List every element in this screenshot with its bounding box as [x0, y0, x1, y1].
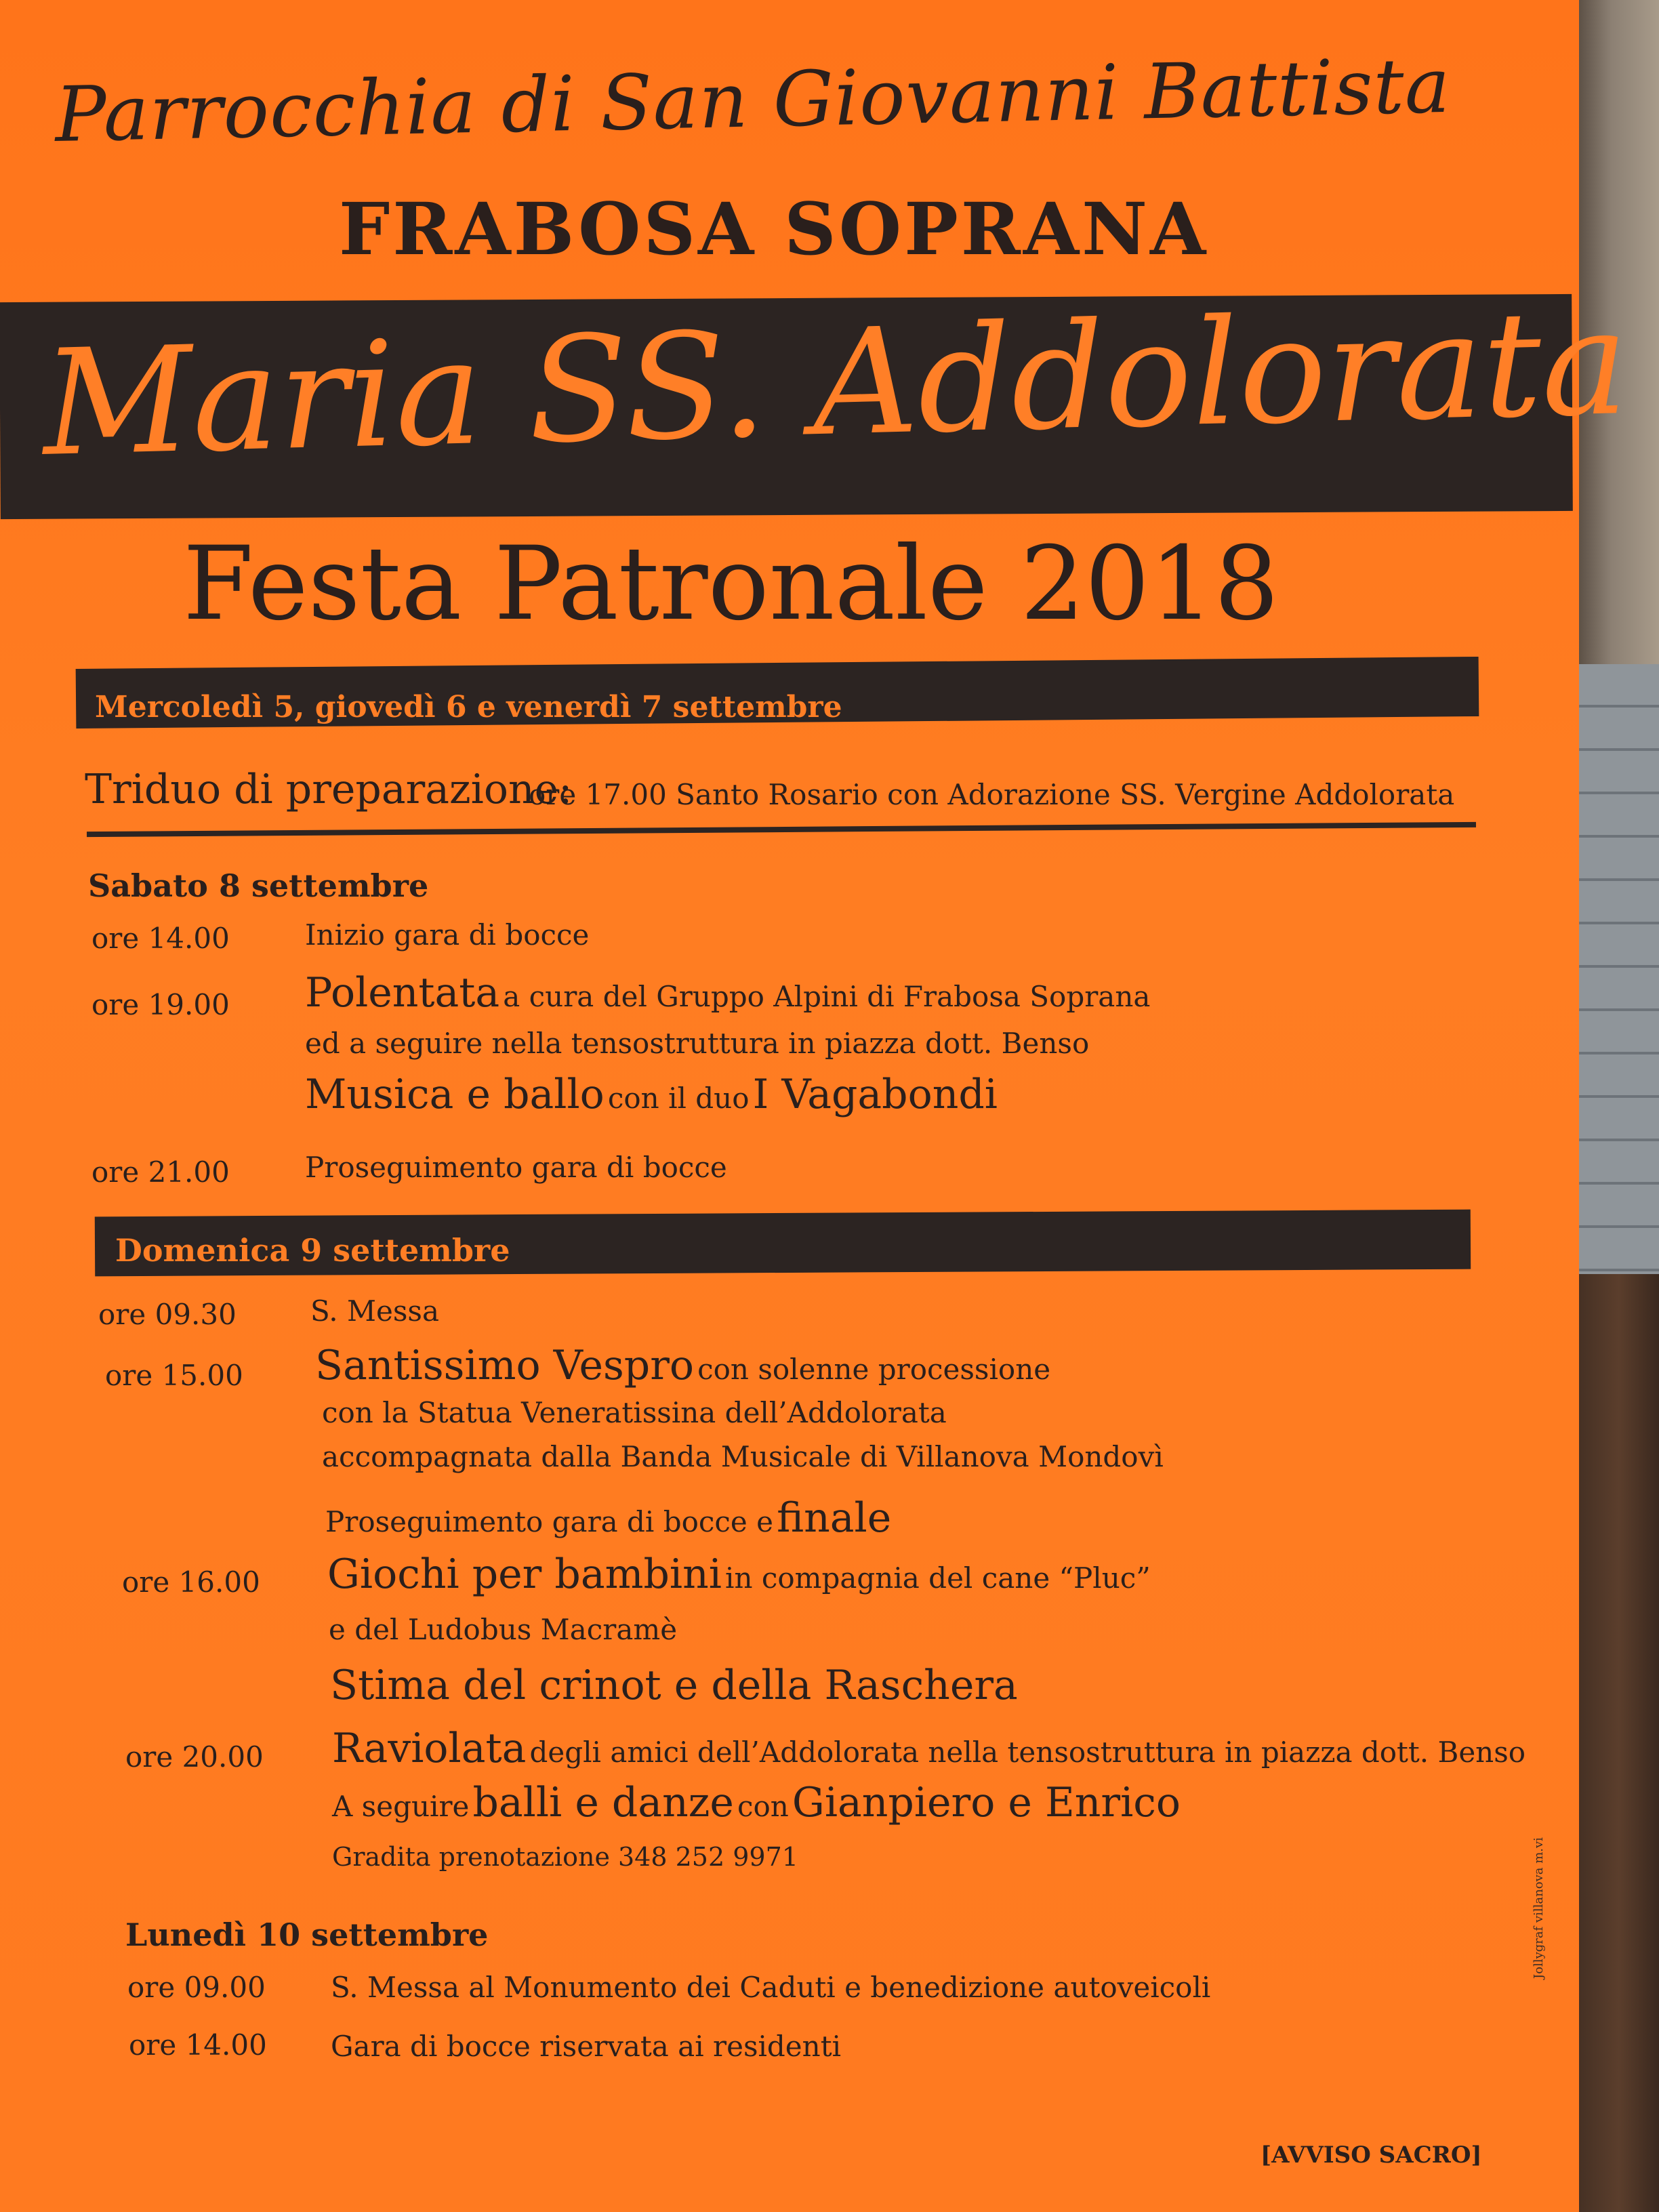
time-label: ore 14.00 — [91, 922, 230, 955]
event-text: Proseguimento gara di bocce e — [325, 1505, 773, 1538]
event-text: ed a seguire nella tensostruttura in piazza dott. Benso — [305, 1027, 1090, 1060]
printer-credit: Jollygraf villanova m.vi — [1532, 1837, 1546, 1979]
triduo-title: Triduo di preparazione: — [85, 766, 573, 813]
event-highlight: balli e danze — [472, 1779, 734, 1826]
event-line — [325, 1494, 891, 1542]
event-line — [305, 1071, 998, 1118]
time-label: ore 09.00 — [127, 1971, 266, 2004]
triduo-days: Mercoledì 5, giovedì 6 e venerdì 7 settembre — [95, 690, 842, 724]
day-heading-domenica: Domenica 9 settembre — [115, 1232, 510, 1269]
event-text: in compagnia del cane “Pluc” — [725, 1561, 1151, 1595]
time-label: ore 14.00 — [129, 2028, 267, 2062]
event-text: con solenne processione — [697, 1353, 1051, 1386]
event-line — [332, 1779, 1181, 1826]
event-line — [327, 1551, 1151, 1598]
event-highlight: Gianpiero e Enrico — [792, 1779, 1181, 1826]
event-highlight: Polentata — [305, 969, 500, 1017]
time-label: ore 21.00 — [91, 1155, 230, 1189]
time-label: ore 20.00 — [125, 1740, 264, 1774]
event-line — [332, 1725, 1525, 1772]
event-text: A seguire — [332, 1790, 470, 1823]
event-text: Proseguimento gara di bocce — [305, 1151, 727, 1184]
time-label: ore 19.00 — [91, 988, 230, 1021]
event-highlight: finale — [777, 1494, 892, 1542]
festa-title: Festa Patronale 2018 — [183, 525, 1279, 643]
event-highlight: I Vagabondi — [752, 1071, 998, 1118]
avviso-sacro: [AVVISO SACRO] — [1261, 2142, 1482, 2169]
saint-title: Maria SS. Addolorata — [41, 276, 1631, 489]
event-highlight: Santissimo Vespro — [315, 1342, 695, 1389]
background-shutter — [1572, 664, 1659, 1274]
event-text: Inizio gara di bocce — [305, 918, 590, 951]
event-text: con — [737, 1790, 789, 1823]
event-line — [315, 1342, 1050, 1389]
event-text: S. Messa — [310, 1294, 439, 1328]
reservation-phone: Gradita prenotazione 348 252 9971 — [332, 1842, 798, 1872]
event-text: con la Statua Veneratissina dell’Addolorata — [322, 1396, 947, 1429]
time-label: ore 09.30 — [98, 1298, 237, 1331]
event-text: con il duo — [607, 1082, 750, 1115]
event-text: a cura del Gruppo Alpini di Frabosa Soprana — [503, 980, 1151, 1013]
triduo-detail: ore 17.00 Santo Rosario con Adorazione SS. Vergine Addolorata — [529, 778, 1455, 811]
event-line — [305, 969, 1150, 1017]
triduo-rule — [87, 822, 1476, 837]
event-text: accompagnata dalla Banda Musicale di Villanova Mondovì — [322, 1440, 1164, 1473]
event-highlight: Raviolata — [332, 1725, 527, 1772]
event-text: S. Messa al Monumento dei Caduti e benedizione autoveicoli — [331, 1971, 1211, 2004]
day-heading-sabato: Sabato 8 settembre — [88, 867, 429, 904]
time-label: ore 15.00 — [105, 1359, 243, 1392]
event-highlight: Giochi per bambini — [327, 1551, 722, 1598]
event-text: e del Ludobus Macramè — [329, 1613, 678, 1646]
town-title: FRABOSA SOPRANA — [339, 186, 1209, 271]
event-text: Gara di bocce riservata ai residenti — [331, 2030, 842, 2063]
day-heading-lunedi: Lunedì 10 settembre — [125, 1917, 489, 1953]
event-highlight: Stima del crinot e della Raschera — [330, 1662, 1018, 1709]
event-highlight: Musica e ballo — [305, 1071, 605, 1118]
event-text: degli amici dell’Addolorata nella tensostruttura in piazza dott. Benso — [529, 1736, 1526, 1769]
time-label: ore 16.00 — [122, 1565, 260, 1599]
parish-title: Parrocchia di San Giovanni Battista — [54, 41, 1452, 159]
